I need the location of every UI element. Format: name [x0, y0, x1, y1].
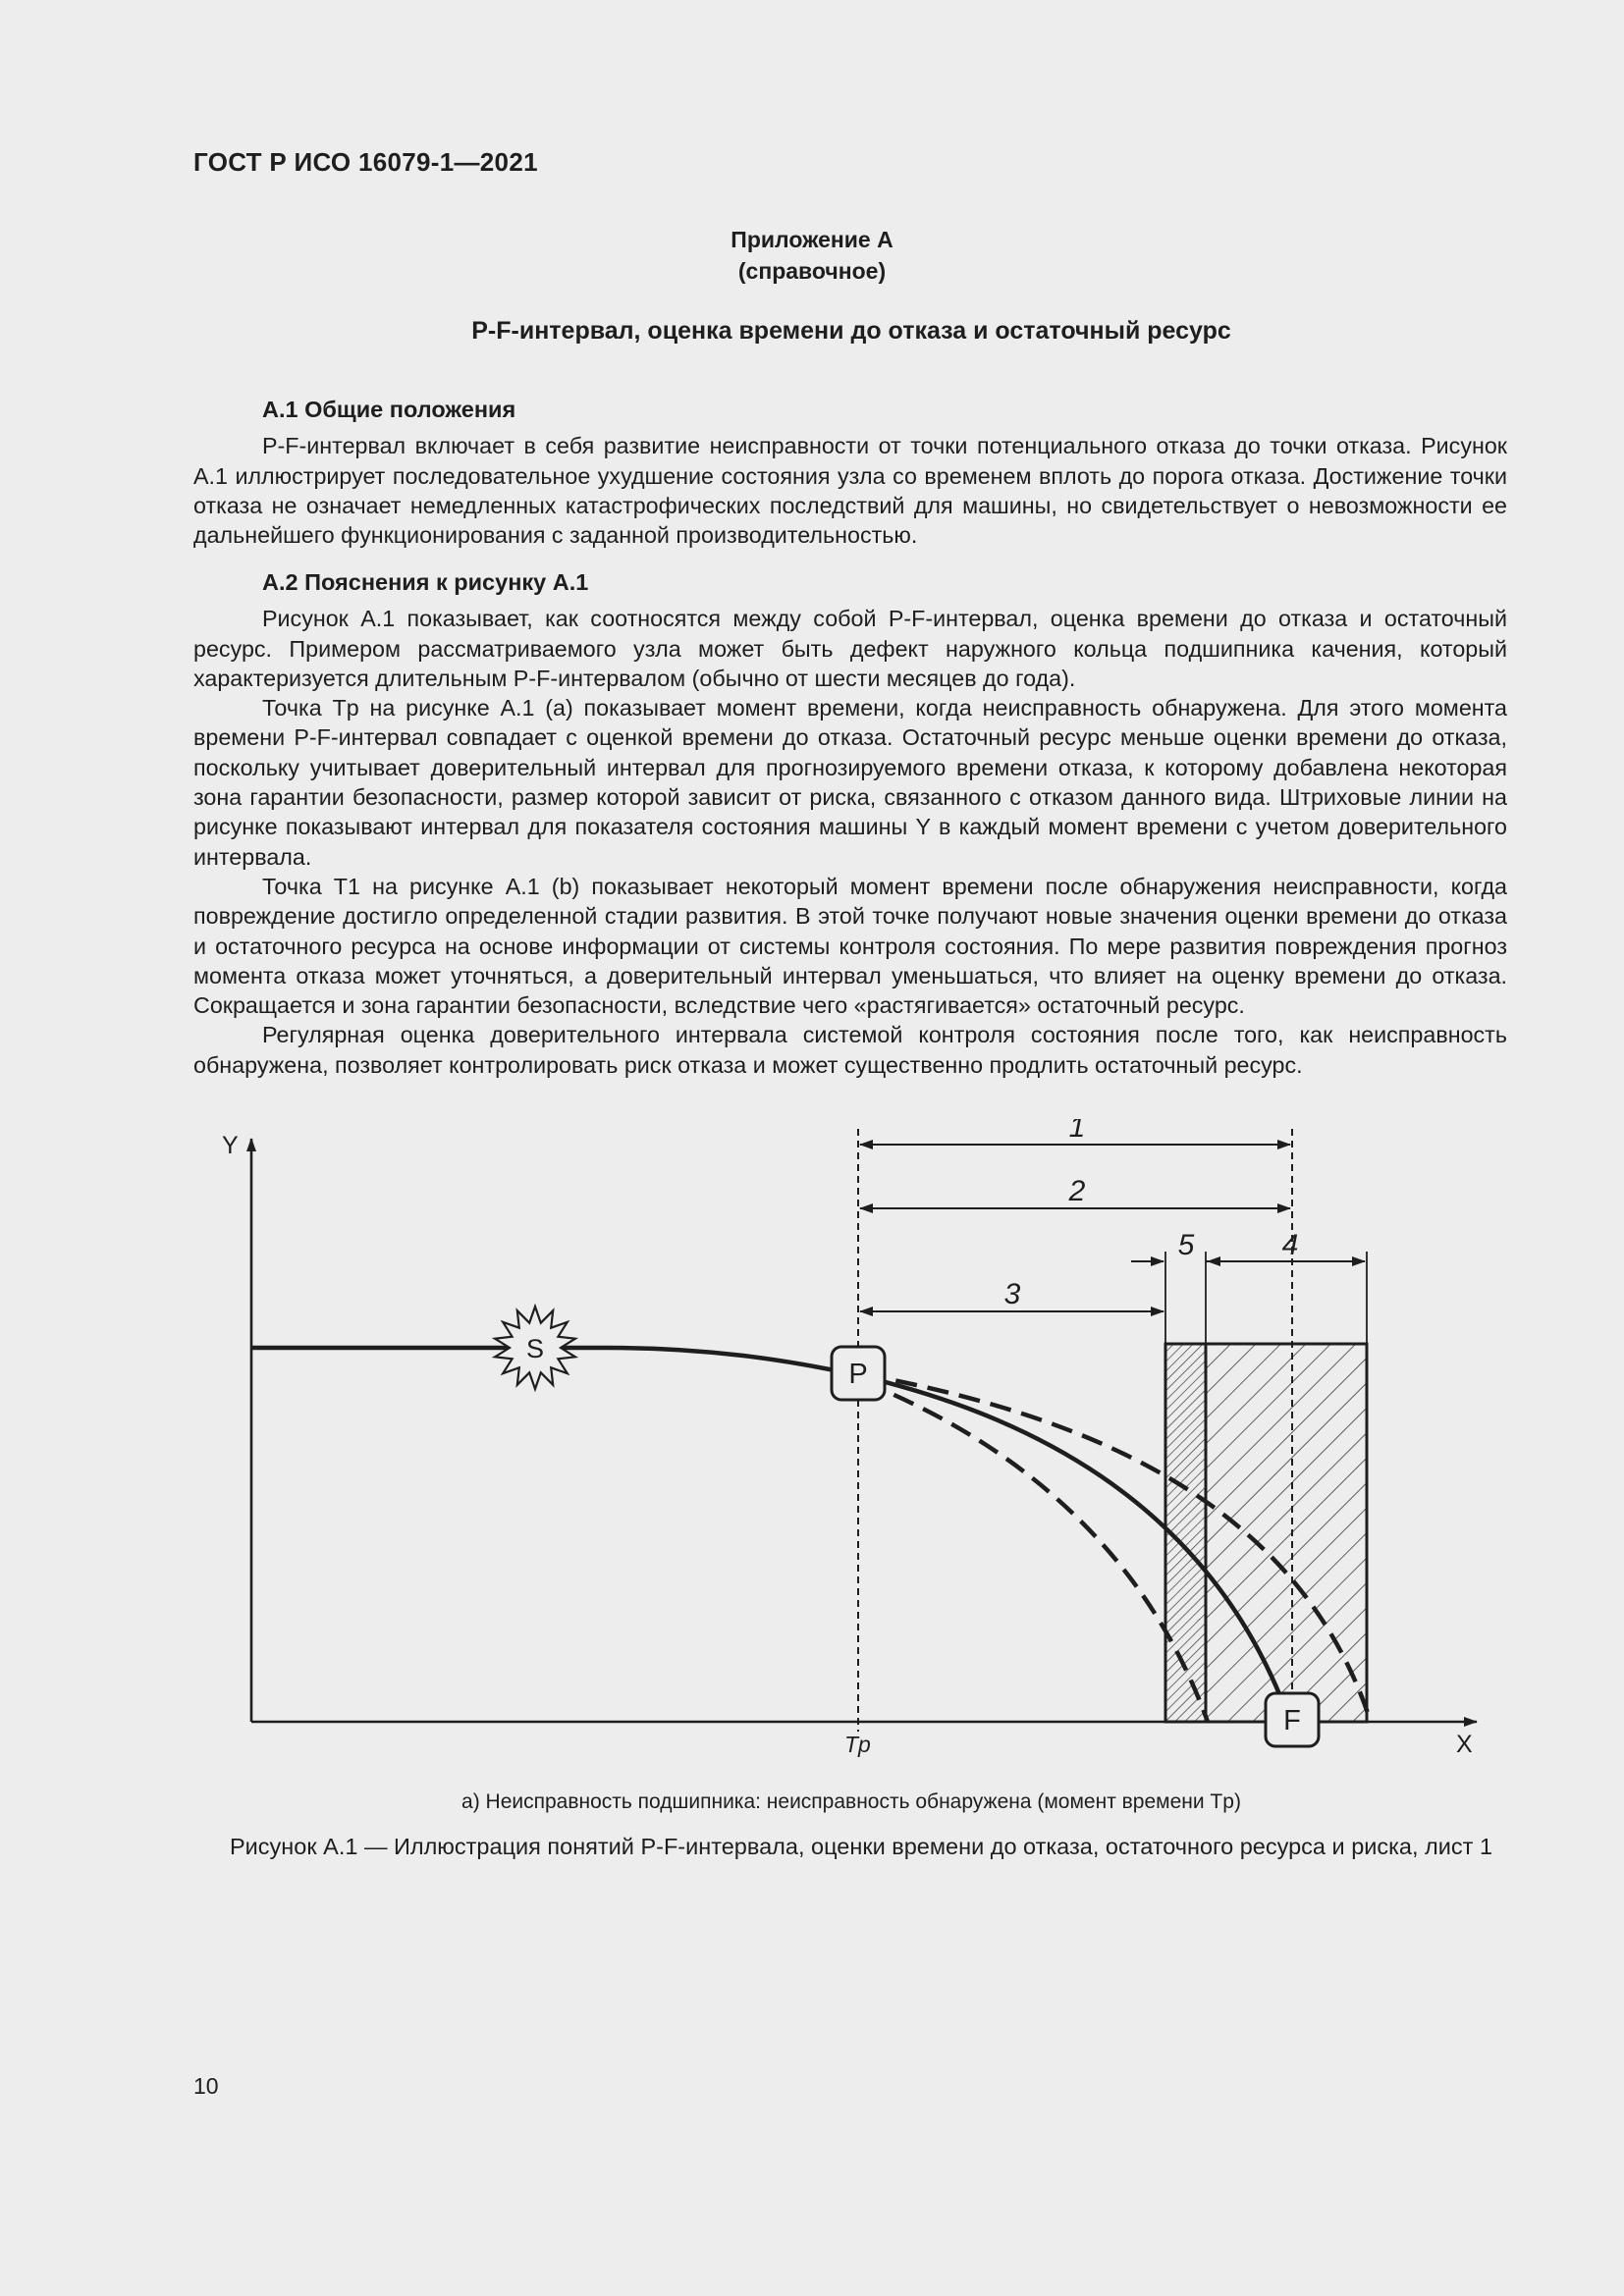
annex-title-block	[0, 224, 1624, 287]
point-p-label: P	[848, 1359, 868, 1390]
point-f-label: F	[1283, 1705, 1301, 1736]
annex-status: (справочное)	[737, 258, 887, 284]
paragraph: P-F-интервал включает в себя развитие неисправности от точки потенциального отказа до точки отказа. Рисунок А.1 иллюстрирует последовательное ухудшение состояния узла со временем вплоть до порога отказа. Достижение точки отказа не означает немедленных катастрофических последствий для машины, но свидетельствует о невозможности ее дальнейшего функционирования с заданной производительностью.	[193, 433, 1507, 549]
paragraph: Регулярная оценка доверительного интервала системой контроля состояния после того, как неисправность обнаружена, позволяет контролировать риск отказа и может существенно продлить остаточный ресурс.	[193, 1022, 1507, 1078]
dimension-label-2: 2	[1068, 1175, 1086, 1207]
tick-label-tp: Tр	[844, 1732, 871, 1757]
page-number: 10	[193, 2073, 219, 2099]
condition-curve	[251, 1348, 1290, 1722]
pf-interval-diagram	[0, 1119, 1624, 1787]
y-axis-label: Y	[222, 1132, 239, 1159]
figure-caption: Рисунок А.1 — Иллюстрация понятий P-F-интервала, оценки времени до отказа, остаточного ресурса и риска, лист 1	[229, 1834, 1493, 1859]
dimension-label-3: 3	[1003, 1278, 1021, 1310]
section-explanations	[193, 567, 1507, 1080]
x-axis-label: X	[1456, 1731, 1473, 1758]
point-s-label: S	[525, 1334, 545, 1363]
dimension-label-5: 5	[1177, 1229, 1195, 1261]
paragraph: Точка T1 на рисунке А.1 (b) показывает некоторый момент времени после обнаружения неисправности, когда повреждение достигло определенной стадии развития. В этой точке получают новые значения оценки времени до отказа и остаточного ресурса на основе информации от системы контроля состояния. По мере развития повреждения прогноз момента отказа может уточняться, а доверительный интервал уменьшаться, что влияет на оценку времени до отказа. Сокращается и зона гарантии безопасности, вследствие чего «растягивается» остаточный ресурс.	[193, 873, 1507, 1019]
section-general	[193, 395, 1507, 550]
confidence-zone-hatched	[1206, 1344, 1367, 1722]
lower-confidence-curve	[864, 1382, 1208, 1722]
section-heading: А.2 Пояснения к рисунку А.1	[262, 569, 589, 595]
annex-title: Приложение А	[731, 227, 893, 252]
paragraph: Точка Tp на рисунке А.1 (а) показывает момент времени, когда неисправность обнаружена. Для этого момента времени P-F-интервал совпадает с оценкой времени до отказа. Остаточный ресурс меньше оценки времени до отказа, поскольку учитывает доверительный интервал для прогнозируемого времени отказа, к которому добавлена некоторая зона гарантии безопасности, размер которой зависит от риска, связанного с отказом данного вида. Штриховые линии на рисунке показывают интервал для показателя состояния машины Y в каждый момент времени с учетом доверительного интервала.	[193, 695, 1507, 870]
dimension-label-1: 1	[1068, 1119, 1086, 1144]
figure-subcaption: а) Неисправность подшипника: неисправность обнаружена (момент времени Tр)	[461, 1790, 1241, 1813]
annex-heading: P-F-интервал, оценка времени до отказа и остаточный ресурс	[471, 317, 1231, 345]
dimension-label-4: 4	[1281, 1229, 1299, 1261]
point-p-marker	[832, 1347, 885, 1400]
section-heading: А.1 Общие положения	[262, 397, 516, 422]
point-f-marker	[1266, 1693, 1319, 1746]
paragraph: Рисунок А.1 показывает, как соотносятся между собой P-F-интервал, оценка времени до отказа и остаточный ресурс. Примером рассматриваемого узла может быть дефект наружного кольца подшипника качения, который характеризуется длительным P-F-интервалом (обычно от шести месяцев до года).	[193, 606, 1507, 691]
pf-interval-figure	[0, 1119, 1624, 1791]
document-header: ГОСТ Р ИСО 16079-1—2021	[193, 147, 538, 177]
